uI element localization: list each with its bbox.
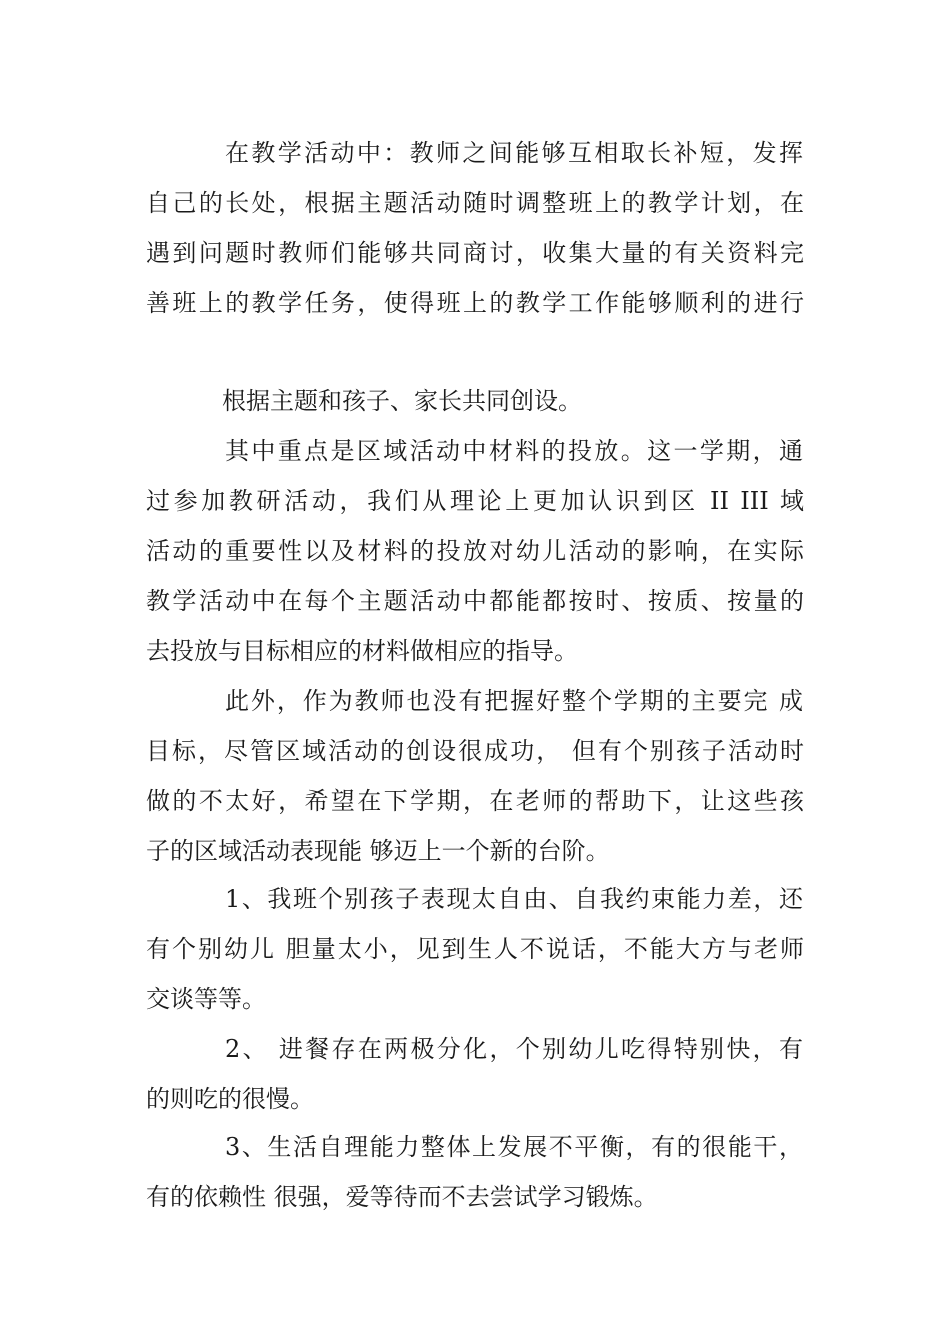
text-line: 交谈等等。 xyxy=(146,985,266,1013)
text-line: 的则吃的很慢。 xyxy=(146,1085,314,1113)
text-line: 此外，作为教师也没有把握好整个学期的主要完 成 xyxy=(225,687,803,715)
text-line: 活动的重要性以及材料的投放对幼儿活动的影响，在实际 xyxy=(146,537,804,565)
text-line: 有的依赖性 很强，爱等待而不去尝试学习锻炼。 xyxy=(146,1183,658,1211)
text-line: 1、我班个别孩子表现太自由、自我约束能力差，还 xyxy=(225,885,803,913)
text-line: 做的不太好，希望在下学期，在老师的帮助下，让这些孩 xyxy=(146,787,804,815)
text-line: 在教学活动中：教师之间能够互相取长补短，发挥 xyxy=(225,139,803,167)
text-line: 过参加教研活动，我们从理论上更加认识到区 II III 域 xyxy=(146,487,804,515)
text-line: 善班上的教学任务，使得班上的教学工作能够顺利的进行 xyxy=(146,289,804,317)
text-line: 3、生活自理能力整体上发展不平衡，有的很能干， xyxy=(225,1133,803,1161)
text-line: 2、 进餐存在两极分化，个别幼儿吃得特别快，有 xyxy=(225,1035,803,1063)
text-line: 其中重点是区域活动中材料的投放。这一学期，通 xyxy=(225,437,803,465)
text-line: 子的区域活动表现能 够迈上一个新的台阶。 xyxy=(146,837,610,865)
text-line: 根据主题和孩子、家长共同创设。 xyxy=(222,387,582,415)
text-line: 有个别幼儿 胆量太小，见到生人不说话，不能大方与老师 xyxy=(146,935,804,963)
text-line: 自己的长处，根据主题活动随时调整班上的教学计划，在 xyxy=(146,189,804,217)
text-line: 教学活动中在每个主题活动中都能都按时、按质、按量的 xyxy=(146,587,804,615)
text-line: 去投放与目标相应的材料做相应的指导。 xyxy=(146,637,578,665)
text-line: 目标，尽管区域活动的创设很成功， 但有个别孩子活动时 xyxy=(146,737,804,765)
text-line: 遇到问题时教师们能够共同商讨，收集大量的有关资料完 xyxy=(146,239,804,267)
